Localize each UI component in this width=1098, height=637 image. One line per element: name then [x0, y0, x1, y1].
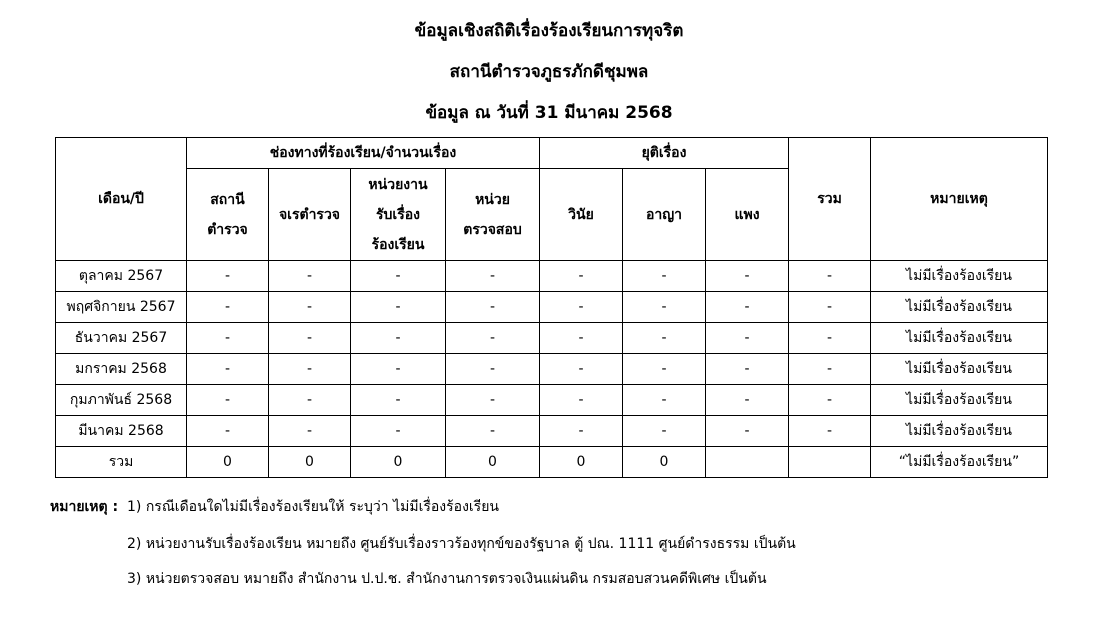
- header-channels: ช่องทางที่ร้องเรียน/จำนวนเรื่อง: [187, 138, 540, 169]
- cell-civil: -: [706, 354, 789, 385]
- cell-inspector: -: [269, 354, 351, 385]
- cell-agency: -: [351, 416, 446, 447]
- note-item-2: 2) หน่วยงานรับเรื่องร้องเรียน หมายถึง ศูนย์รับเรื่องราวร้องทุกข์ของรัฐบาล ตู้ ปณ. 1111 ศูนย์ดำรงธรรม เป็นต้น: [127, 536, 796, 552]
- cell-remark: ไม่มีเรื่องร้องเรียน: [871, 323, 1048, 354]
- total-discipline: 0: [540, 447, 623, 478]
- total-criminal: 0: [623, 447, 706, 478]
- cell-remark: ไม่มีเรื่องร้องเรียน: [871, 416, 1048, 447]
- note-item-1: 1) กรณีเดือนใดไม่มีเรื่องร้องเรียนให้ ระบุว่า ไม่มีเรื่องร้องเรียน: [127, 499, 499, 515]
- row-month: มกราคม 2568: [56, 354, 187, 385]
- station-name: สถานีตำรวจภูธรภักดีชุมพล: [449, 62, 649, 82]
- cell-inspector: -: [269, 261, 351, 292]
- cell-criminal: -: [623, 416, 706, 447]
- cell-station: -: [187, 385, 269, 416]
- table-row: [56, 385, 1048, 416]
- cell-total: -: [789, 354, 871, 385]
- header-resolved-discipline: วินัย: [540, 169, 623, 261]
- header-channel-agency-line2: รับเรื่อง: [376, 206, 420, 223]
- cell-total: -: [789, 323, 871, 354]
- cell-remark: ไม่มีเรื่องร้องเรียน: [871, 292, 1048, 323]
- cell-remark: ไม่มีเรื่องร้องเรียน: [871, 385, 1048, 416]
- header-channel-audit-line1: หน่วย: [475, 191, 510, 208]
- cell-discipline: -: [540, 292, 623, 323]
- cell-discipline: -: [540, 354, 623, 385]
- total-label: รวม: [56, 447, 187, 478]
- cell-station: -: [187, 354, 269, 385]
- total-inspector: 0: [269, 447, 351, 478]
- header-resolved-civil: แพง: [706, 169, 789, 261]
- cell-discipline: -: [540, 261, 623, 292]
- header-resolved: ยุติเรื่อง: [540, 138, 789, 169]
- cell-station: -: [187, 292, 269, 323]
- header-channel-agency-line3: ร้องเรียน: [371, 236, 425, 253]
- table-row: [56, 292, 1048, 323]
- total-audit: 0: [446, 447, 540, 478]
- note-item-3: 3) หน่วยตรวจสอบ หมายถึง สำนักงาน ป.ป.ช. สำนักงานการตรวจเงินแผ่นดิน กรมสอบสวนคดีพิเศษ เป็นต้น: [127, 571, 767, 587]
- cell-station: -: [187, 261, 269, 292]
- cell-agency: -: [351, 292, 446, 323]
- complaint-statistics-table: [55, 137, 1048, 478]
- cell-total: -: [789, 292, 871, 323]
- cell-discipline: -: [540, 385, 623, 416]
- table-row: [56, 416, 1048, 447]
- cell-civil: -: [706, 323, 789, 354]
- row-month: ตุลาคม 2567: [56, 261, 187, 292]
- cell-station: -: [187, 323, 269, 354]
- total-agency: 0: [351, 447, 446, 478]
- notes-label: หมายเหตุ :: [50, 499, 119, 515]
- cell-remark: ไม่มีเรื่องร้องเรียน: [871, 261, 1048, 292]
- row-month: มีนาคม 2568: [56, 416, 187, 447]
- cell-station: -: [187, 416, 269, 447]
- cell-criminal: -: [623, 323, 706, 354]
- row-month: ธันวาคม 2567: [56, 323, 187, 354]
- cell-total: -: [789, 416, 871, 447]
- cell-criminal: -: [623, 261, 706, 292]
- data-date: ข้อมูล ณ วันที่ 31 มีนาคม 2568: [425, 103, 673, 123]
- cell-inspector: -: [269, 385, 351, 416]
- cell-discipline: -: [540, 323, 623, 354]
- header-channel-inspector: จเรตำรวจ: [269, 169, 351, 261]
- header-total: รวม: [789, 138, 871, 261]
- cell-audit: -: [446, 354, 540, 385]
- cell-discipline: -: [540, 416, 623, 447]
- cell-civil: -: [706, 385, 789, 416]
- header-channel-agency-line1: หน่วยงาน: [368, 176, 428, 193]
- cell-civil: -: [706, 416, 789, 447]
- cell-agency: -: [351, 323, 446, 354]
- cell-criminal: -: [623, 385, 706, 416]
- cell-audit: -: [446, 323, 540, 354]
- table-row: [56, 323, 1048, 354]
- cell-audit: -: [446, 261, 540, 292]
- cell-inspector: -: [269, 323, 351, 354]
- cell-audit: -: [446, 416, 540, 447]
- table-row: [56, 261, 1048, 292]
- table-row: [56, 354, 1048, 385]
- row-month: กุมภาพันธ์ 2568: [56, 385, 187, 416]
- header-channel-audit: [446, 169, 540, 261]
- total-remark: “ไม่มีเรื่องร้องเรียน”: [871, 447, 1048, 478]
- cell-agency: -: [351, 261, 446, 292]
- header-channel-audit-line2: ตรวจสอบ: [463, 221, 522, 238]
- header-month: เดือน/ปี: [56, 138, 187, 261]
- total-civil: [706, 447, 789, 478]
- cell-civil: -: [706, 261, 789, 292]
- total-station: 0: [187, 447, 269, 478]
- cell-total: -: [789, 385, 871, 416]
- header-resolved-criminal: อาญา: [623, 169, 706, 261]
- cell-audit: -: [446, 385, 540, 416]
- total-row: [56, 447, 1048, 478]
- header-channel-station: [187, 169, 269, 261]
- header-channel-station-line2: ตำรวจ: [207, 221, 248, 238]
- cell-agency: -: [351, 385, 446, 416]
- cell-criminal: -: [623, 354, 706, 385]
- cell-criminal: -: [623, 292, 706, 323]
- cell-inspector: -: [269, 292, 351, 323]
- cell-total: -: [789, 261, 871, 292]
- cell-agency: -: [351, 354, 446, 385]
- header-channel-station-line1: สถานี: [210, 191, 245, 208]
- row-month: พฤศจิกายน 2567: [56, 292, 187, 323]
- cell-inspector: -: [269, 416, 351, 447]
- cell-remark: ไม่มีเรื่องร้องเรียน: [871, 354, 1048, 385]
- cell-civil: -: [706, 292, 789, 323]
- total-total: [789, 447, 871, 478]
- document-title: ข้อมูลเชิงสถิติเรื่องร้องเรียนการทุจริต: [414, 21, 684, 41]
- header-channel-agency: [351, 169, 446, 261]
- cell-audit: -: [446, 292, 540, 323]
- header-remark: หมายเหตุ: [871, 138, 1048, 261]
